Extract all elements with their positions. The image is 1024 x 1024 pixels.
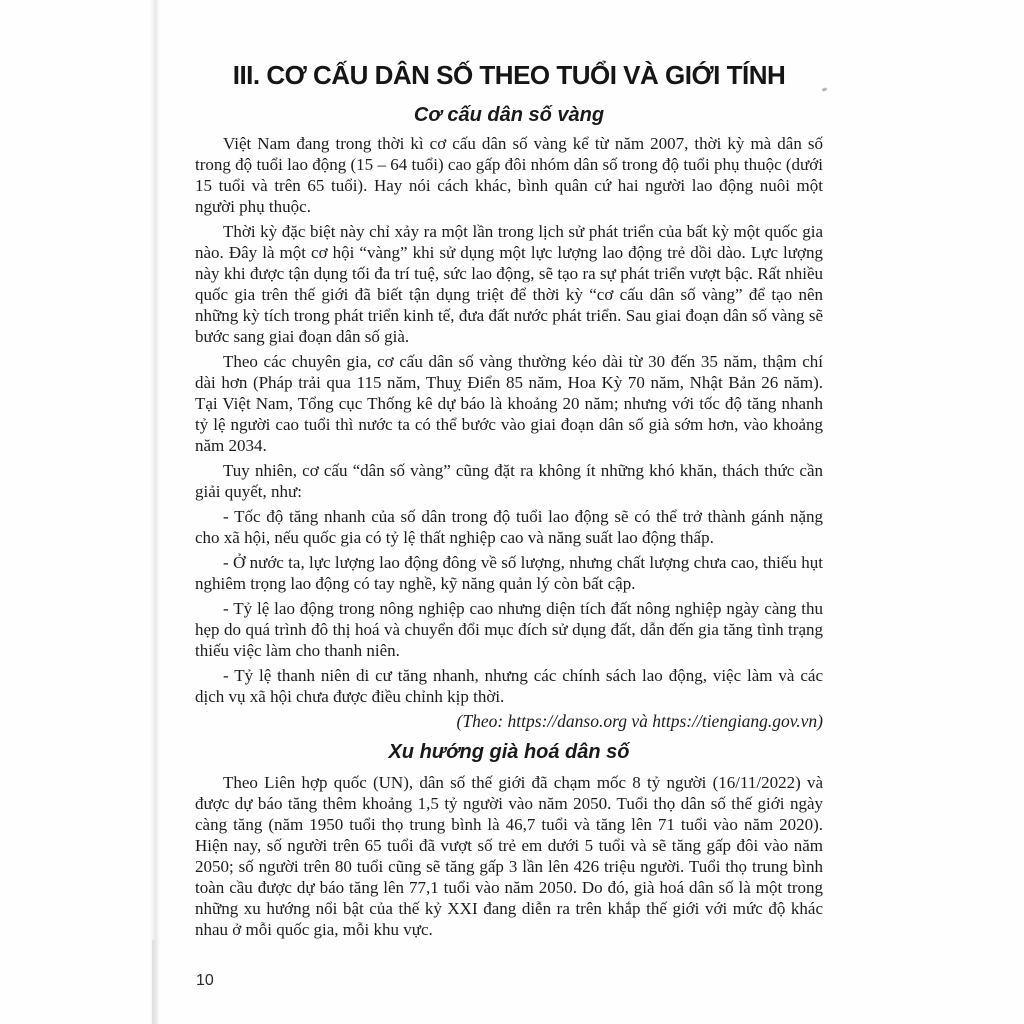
paragraph-golden-4: Tuy nhiên, cơ cấu “dân số vàng” cũng đặt ra không ít những khó khăn, thách thức cần giải quyết, như: <box>195 461 823 501</box>
bullet-labor-quality: - Ở nước ta, lực lượng lao động đông về số lượng, nhưng chất lượng chưa cao, thiếu hụt nghiêm trọng lao động có tay nghề, kỹ năng quản lý còn bất cập. <box>195 553 823 593</box>
page-content <box>195 60 823 944</box>
paragraph-aging-1: Theo Liên hợp quốc (UN), dân số thế giới đã chạm mốc 8 tỷ người (16/11/2022) và được dự báo tăng thêm khoảng 1,5 tỷ người vào năm 2050. Tuổi thọ dân số thế giới ngày càng tăng (năm 1950 tuổi thọ trung bình là 46,7 tuổi và tăng lên 71 tuổi vào năm 2020). Hiện nay, số người trên 65 tuổi đã vượt số trẻ em dưới 5 tuổi và sẽ tăng gấp đôi vào năm 2050; số người trên 80 tuổi cũng sẽ tăng gấp 3 lần lên 426 triệu người. Tuổi thọ trung bình toàn cầu được dự báo tăng lên 77,1 tuổi vào năm 2050. Do đó, già hoá dân số là một trong những xu hướng nổi bật của thế kỷ XXI đang diễn ra trên khắp thế giới với mức độ khác nhau ở mỗi quốc gia, mỗi khu vực. <box>195 773 823 939</box>
paragraph-golden-1: Việt Nam đang trong thời kì cơ cấu dân số vàng kể từ năm 2007, thời kỳ mà dân số trong độ tuổi lao động (15 – 64 tuổi) cao gấp đôi nhóm dân số trong độ tuổi phụ thuộc (dưới 15 tuổi và trên 65 tuổi). Hay nói cách khác, bình quân cứ hai người lao động nuôi một người phụ thuộc. <box>195 134 823 216</box>
page-title: III. CƠ CẤU DÂN SỐ THEO TUỔI VÀ GIỚI TÍNH <box>232 60 786 90</box>
bullet-labor-growth: - Tốc độ tăng nhanh của số dân trong độ tuổi lao động sẽ có thể trở thành gánh nặng cho xã hội, nếu quốc gia có tỷ lệ thất nghiệp cao và năng suất lao động thấp. <box>195 507 823 547</box>
source-attribution: (Theo: https://danso.org và https://tiengiang.gov.vn) <box>456 711 823 731</box>
bullet-agriculture-land: - Tỷ lệ lao động trong nông nghiệp cao nhưng diện tích đất nông nghiệp ngày càng thu hẹp do quá trình đô thị hoá và chuyển đổi mục đích sử dụng đất, dẫn đến gia tăng tình trạng thiếu việc làm cho thanh niên. <box>195 599 823 660</box>
page-left-edge-shadow <box>150 0 160 1024</box>
paragraph-golden-2: Thời kỳ đặc biệt này chỉ xảy ra một lần trong lịch sử phát triển của bất kỳ một quốc gia nào. Đây là một cơ hội “vàng” khi sử dụng một lực lượng lao động trẻ dồi dào. Lực lượng này khi được tận dụng tối đa trí tuệ, sức lao động, sẽ tạo ra sự phát triển vượt bậc. Rất nhiều quốc gia trên thế giới đã biết tận dụng triệt để thời kỳ “cơ cấu dân số vàng” để tạo nên những kỳ tích trong phát triển kinh tế, đưa đất nước phát triển. Sau giai đoạn dân số vàng sẽ bước sang giai đoạn dân số già. <box>195 222 823 346</box>
section-heading-aging-trend: Xu hướng già hoá dân số <box>388 741 630 763</box>
section-heading-golden-population: Cơ cấu dân số vàng <box>413 104 605 126</box>
paragraph-golden-3: Theo các chuyên gia, cơ cấu dân số vàng thường kéo dài từ 30 đến 35 năm, thậm chí dài hơn (Pháp trải qua 115 năm, Thuỵ Điển 85 năm, Hoa Kỳ 70 năm, Nhật Bản 26 năm). Tại Việt Nam, Tổng cục Thống kê dự báo là khoảng 20 năm; nhưng với tốc độ tăng nhanh tỷ lệ người cao tuổi thì nước ta có thể bước vào giai đoạn dân số già sớm hơn, vào khoảng năm 2034. <box>195 352 823 455</box>
page-number: 10 <box>196 972 214 989</box>
page-left-edge-shadow-bottom <box>152 940 157 1024</box>
bullet-youth-migration: - Tỷ lệ thanh niên di cư tăng nhanh, nhưng các chính sách lao động, việc làm và các dịch vụ xã hội chưa được điều chỉnh kịp thời. <box>195 666 823 706</box>
